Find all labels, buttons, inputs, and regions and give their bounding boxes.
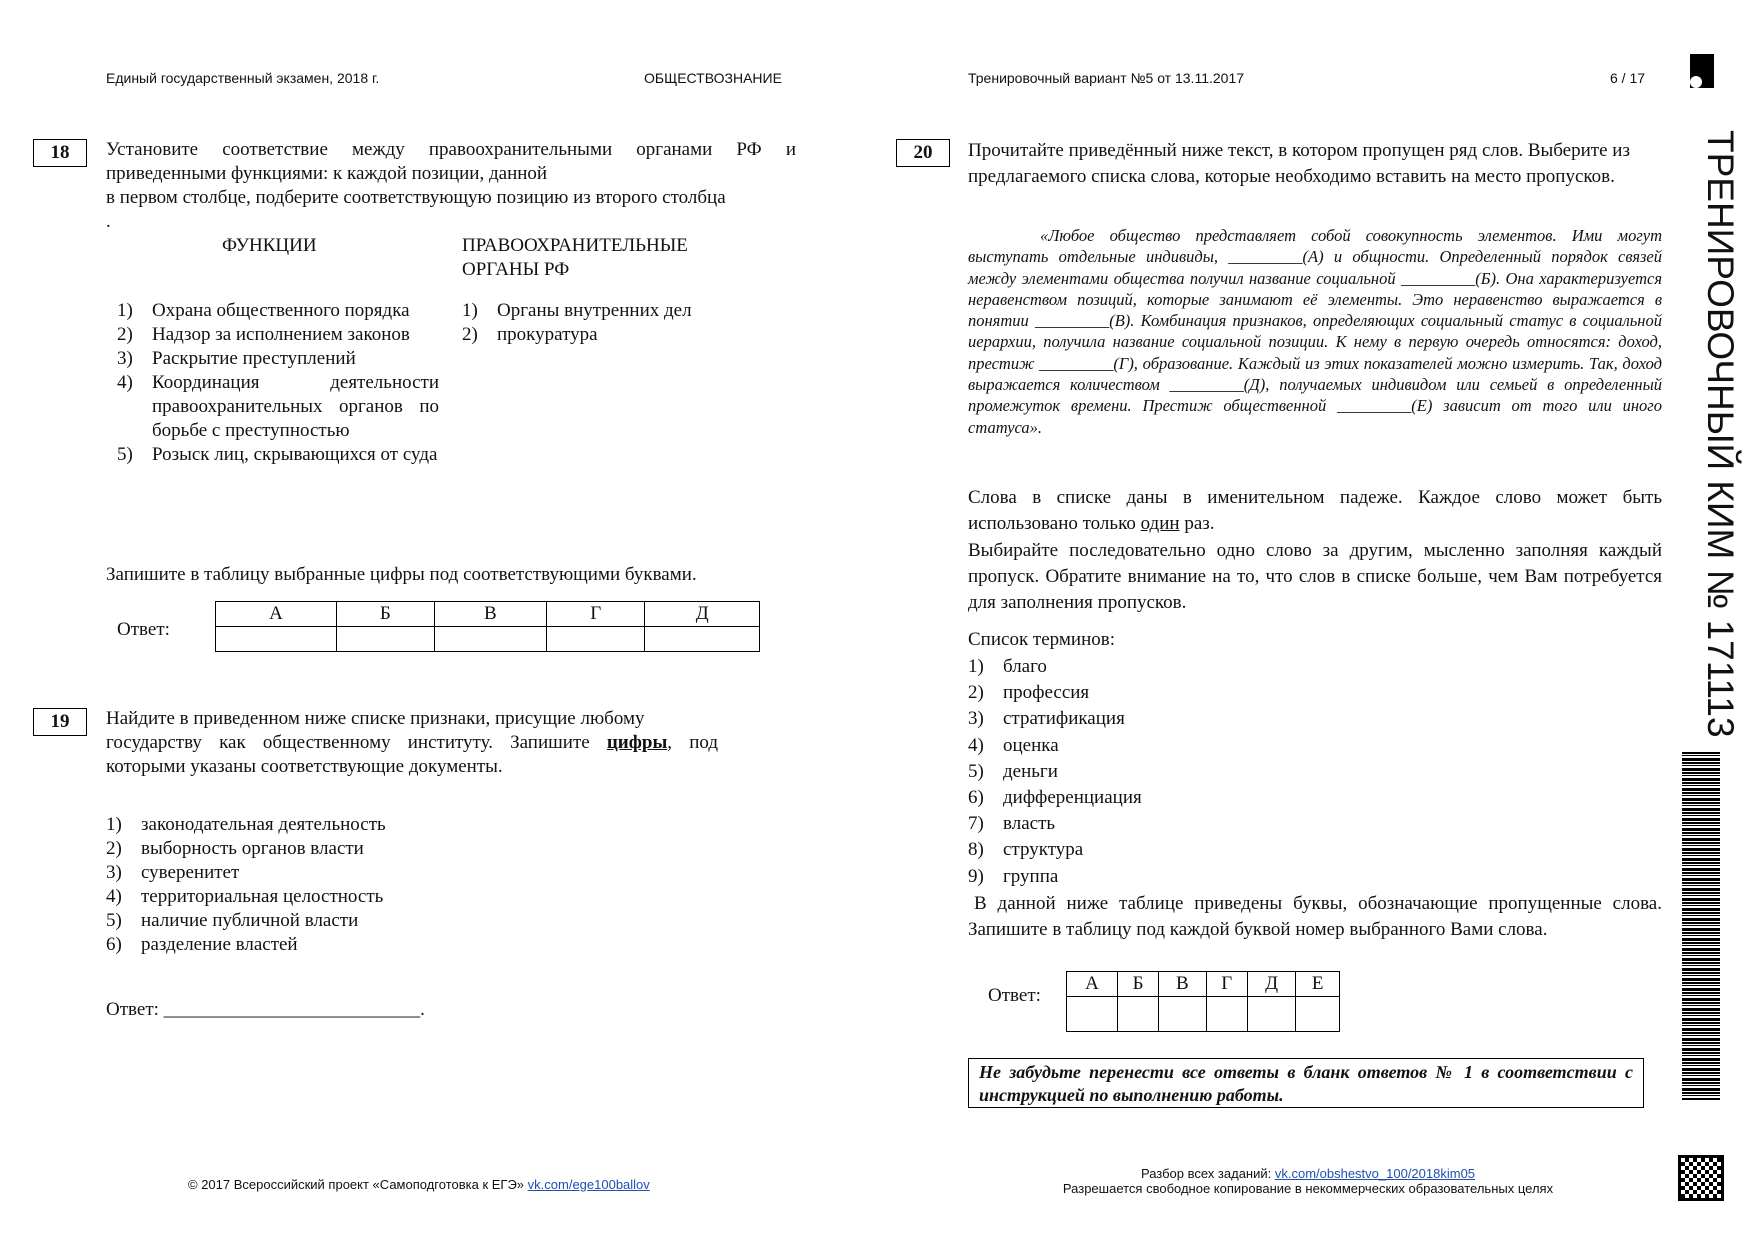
item-number: 1) xyxy=(968,656,984,677)
item-text: дифференциация xyxy=(1003,787,1142,809)
item-number: 1) xyxy=(106,814,122,835)
header-subject: ОБЩЕСТВОЗНАНИЕ xyxy=(644,70,782,86)
list-item xyxy=(106,933,506,957)
q19-answer xyxy=(106,998,425,1022)
list-item xyxy=(968,706,1368,732)
question-20-prompt: Прочитайте приведённый ниже текст, в котором пропущен ряд слов. Выберите из предлагаемого списка слова, которые необходимо вставить на место пропусков. xyxy=(968,140,1630,187)
q18-prompt-line: . xyxy=(106,211,111,232)
header-exam-title: Единый государственный экзамен, 2018 г. xyxy=(106,70,380,86)
list-item xyxy=(106,885,506,909)
question-19-prompt xyxy=(106,707,718,779)
list-item xyxy=(106,909,506,933)
item-text: деньги xyxy=(1003,760,1058,782)
q18-instruction: Запишите в таблицу выбранные цифры под соответствующими буквами. xyxy=(106,564,697,585)
table-letter: А xyxy=(216,602,337,627)
q19-prompt-text: государству как общественному институту. Запишите xyxy=(106,732,607,753)
q19-prompt-line: Найдите в приведенном ниже списке признаки, присущие любому xyxy=(106,708,645,729)
question-20-number: 20 xyxy=(896,139,950,167)
q20-note-text: Слова в списке даны в именительном падеже. Каждое слово может быть использовано только xyxy=(968,487,1662,534)
list-item xyxy=(968,759,1368,785)
item-number: 1) xyxy=(462,300,478,321)
q18-col2-header-line: ПРАВООХРАНИТЕЛЬНЫЕ xyxy=(462,235,688,256)
side-label-container xyxy=(1700,130,1741,738)
list-item xyxy=(968,864,1368,890)
q20-answer-label: Ответ: xyxy=(988,985,1041,1006)
item-text: власть xyxy=(1003,813,1056,835)
list-item xyxy=(106,837,506,861)
item-text: разделение властей xyxy=(141,934,298,955)
item-number: 2) xyxy=(968,682,984,704)
q18-answer-label: Ответ: xyxy=(117,619,170,640)
list-item xyxy=(117,299,439,323)
item-number: 9) xyxy=(968,865,984,887)
q19-answer-line[interactable]: ___________________________. xyxy=(163,999,425,1020)
q20-terms-list xyxy=(968,654,1368,890)
item-number: 6) xyxy=(968,787,984,809)
q20-note-text: раз. xyxy=(1179,513,1215,534)
footer-right xyxy=(1028,1166,1588,1196)
item-text: Охрана общественного порядка xyxy=(152,300,410,321)
item-number: 2) xyxy=(462,324,478,345)
reminder-text: Не забудьте перенести все ответы в бланк ответов № 1 в соответствии с инструкцией по выполнению работы. xyxy=(979,1062,1633,1105)
table-letter: Е xyxy=(1296,972,1340,997)
item-text: законодательная деятельность xyxy=(141,814,386,835)
footer-copyright-text: © 2017 Всероссийский проект «Самоподготовка к ЕГЭ» xyxy=(188,1177,528,1192)
list-item xyxy=(968,654,1368,680)
item-text: оценка xyxy=(1003,734,1059,756)
item-number: 1) xyxy=(117,300,133,321)
item-text: благо xyxy=(1003,656,1047,677)
item-text: Органы внутренних дел xyxy=(497,300,692,321)
item-number: 2) xyxy=(106,838,122,859)
table-letter: Г xyxy=(1206,972,1247,997)
footer-analysis xyxy=(1028,1166,1588,1181)
item-number: 3) xyxy=(117,348,133,369)
list-item xyxy=(117,323,439,347)
item-text: профессия xyxy=(1003,682,1090,704)
footer-copy-permission: Разрешается свободное копирование в некоммерческих образовательных целях xyxy=(1062,1181,1554,1196)
item-number: 5) xyxy=(968,760,984,782)
q20-terms-header: Список терминов: xyxy=(968,629,1115,650)
question-19-number: 19 xyxy=(33,708,87,736)
q18-prompt-line: Установите соответствие между правоохранительными органами РФ и xyxy=(106,139,796,160)
q18-prompt-line: в первом столбце, подберите соответствующую позицию из второго столбца xyxy=(106,187,726,208)
list-item xyxy=(117,347,439,371)
item-text: структура xyxy=(1003,839,1084,861)
item-text: Координация деятельности правоохранительных органов по борьбе с преступностью xyxy=(152,372,439,441)
item-text: Раскрытие преступлений xyxy=(152,348,356,369)
list-item xyxy=(968,811,1368,837)
q18-prompt-line: приведенными функциями: к каждой позиции, данной xyxy=(106,163,548,184)
answer-cell[interactable] xyxy=(1296,997,1340,1032)
list-item xyxy=(106,813,506,837)
answer-cell[interactable] xyxy=(1117,997,1158,1032)
question-18-number: 18 xyxy=(33,139,87,167)
q20-answer-table xyxy=(1066,971,1340,1032)
table-letter: А xyxy=(1067,972,1118,997)
table-letter: Г xyxy=(547,602,645,627)
q19-answer-label: Ответ: xyxy=(106,999,159,1020)
answer-cell[interactable] xyxy=(1067,997,1118,1032)
answer-cell[interactable] xyxy=(1248,997,1296,1032)
footer-vk-link[interactable]: vk.com/ege100ballov xyxy=(527,1177,650,1192)
item-text: наличие публичной власти xyxy=(141,910,359,931)
answer-cell[interactable] xyxy=(336,627,434,652)
header-page-number: 6 / 17 xyxy=(1610,70,1646,86)
answer-cell[interactable] xyxy=(1159,997,1206,1032)
question-18-prompt xyxy=(106,138,796,234)
answer-cell[interactable] xyxy=(216,627,337,652)
item-number: 8) xyxy=(968,839,984,861)
answer-cell[interactable] xyxy=(1206,997,1247,1032)
q20-note-emphasis: один xyxy=(1140,513,1180,534)
item-number: 6) xyxy=(106,934,122,955)
table-letter: Д xyxy=(1248,972,1296,997)
list-item xyxy=(462,299,762,323)
table-letter: Б xyxy=(336,602,434,627)
item-text: группа xyxy=(1003,865,1059,887)
q18-col2-header xyxy=(462,234,688,282)
qr-code xyxy=(1678,1155,1724,1201)
footer-analysis-link[interactable]: vk.com/obshestvo_100/2018kim05 xyxy=(1274,1166,1476,1181)
reminder-box xyxy=(968,1058,1644,1108)
list-item xyxy=(968,837,1368,863)
side-label: ТРЕНИРОВОЧНЫЙ КИМ № 171113 xyxy=(1700,130,1741,738)
q19-prompt-line: которыми указаны соответствующие документы. xyxy=(106,756,503,777)
q18-answer-table xyxy=(215,601,760,652)
q19-items-list xyxy=(106,813,506,957)
q20-passage: «Любое общество представляет собой совокупность элементов. Ими могут выступать отдельные индивиды, _________(А) и общности. Определенный порядок связей между элементами общества получил название социальной _________(Б). Она характеризуется неравенством позиций, которые занимают её элементы. Это неравенство выражается в понятии _________(В). Комбинация признаков, определяющих социальный статус в социальной иерархии, получила название социальной позиции. К нему в первую очередь относятся: доход, престиж _________(Г), образование. Каждый из этих показателей можно измерить. Так, доход выражается количеством _________(Д), получаемых индивидом или семьей в определенный промежуток времени. Престиж общественной _________(Е) зависит от того или иного статуса». xyxy=(968,226,1662,437)
item-text: стратификация xyxy=(1003,708,1125,730)
answer-cell[interactable] xyxy=(645,627,760,652)
list-item xyxy=(117,371,439,443)
q19-prompt-emphasis: цифры xyxy=(606,732,668,753)
item-text: суверенитет xyxy=(141,862,240,883)
list-item xyxy=(462,323,762,347)
q20-table-note: В данной ниже таблице приведены буквы, обозначающие пропущенные слова. Запишите в таблицу под каждой буквой номер выбранного Вами слова. xyxy=(968,893,1662,940)
answer-cell[interactable] xyxy=(547,627,645,652)
list-item xyxy=(106,861,506,885)
list-item xyxy=(968,733,1368,759)
q19-prompt-line xyxy=(106,731,718,755)
item-number: 4) xyxy=(106,886,122,907)
item-number: 4) xyxy=(117,372,133,393)
corner-marker xyxy=(1690,54,1714,88)
item-number: 2) xyxy=(117,324,133,345)
barcode xyxy=(1682,752,1720,1100)
item-number: 7) xyxy=(968,813,984,835)
header-variant: Тренировочный вариант №5 от 13.11.2017 xyxy=(968,70,1245,86)
q18-organs-list xyxy=(462,299,762,347)
item-text: выборность органов власти xyxy=(141,838,364,859)
item-number: 5) xyxy=(117,444,133,465)
answer-cell[interactable] xyxy=(434,627,546,652)
item-text: Розыск лиц, скрывающихся от суда xyxy=(152,444,438,465)
item-text: территориальная целостность xyxy=(141,886,384,907)
q18-functions-list xyxy=(117,299,439,467)
item-number: 5) xyxy=(106,910,122,931)
item-text: прокуратура xyxy=(497,324,598,345)
footer-copyright xyxy=(188,1177,650,1192)
q19-prompt-text: , под xyxy=(667,732,718,753)
item-text: Надзор за исполнением законов xyxy=(152,324,410,345)
table-letter: Д xyxy=(645,602,760,627)
q20-note xyxy=(968,485,1662,537)
list-item xyxy=(968,680,1368,706)
item-number: 4) xyxy=(968,734,984,756)
table-letter: В xyxy=(434,602,546,627)
table-letter: В xyxy=(1159,972,1206,997)
list-item xyxy=(968,785,1368,811)
list-item xyxy=(117,443,439,467)
q20-note2: Выбирайте последовательно одно слово за другим, мысленно заполняя каждый пропуск. Обратите внимание на то, что слов в списке больше, чем Вам потребуется для заполнения пропусков. xyxy=(968,540,1662,613)
table-letter: Б xyxy=(1117,972,1158,997)
q18-col1-header: ФУНКЦИИ xyxy=(222,235,317,256)
item-number: 3) xyxy=(106,862,122,883)
q18-col2-header-line: ОРГАНЫ РФ xyxy=(462,259,570,280)
footer-analysis-text: Разбор всех заданий: xyxy=(1140,1166,1275,1181)
item-number: 3) xyxy=(968,708,984,730)
